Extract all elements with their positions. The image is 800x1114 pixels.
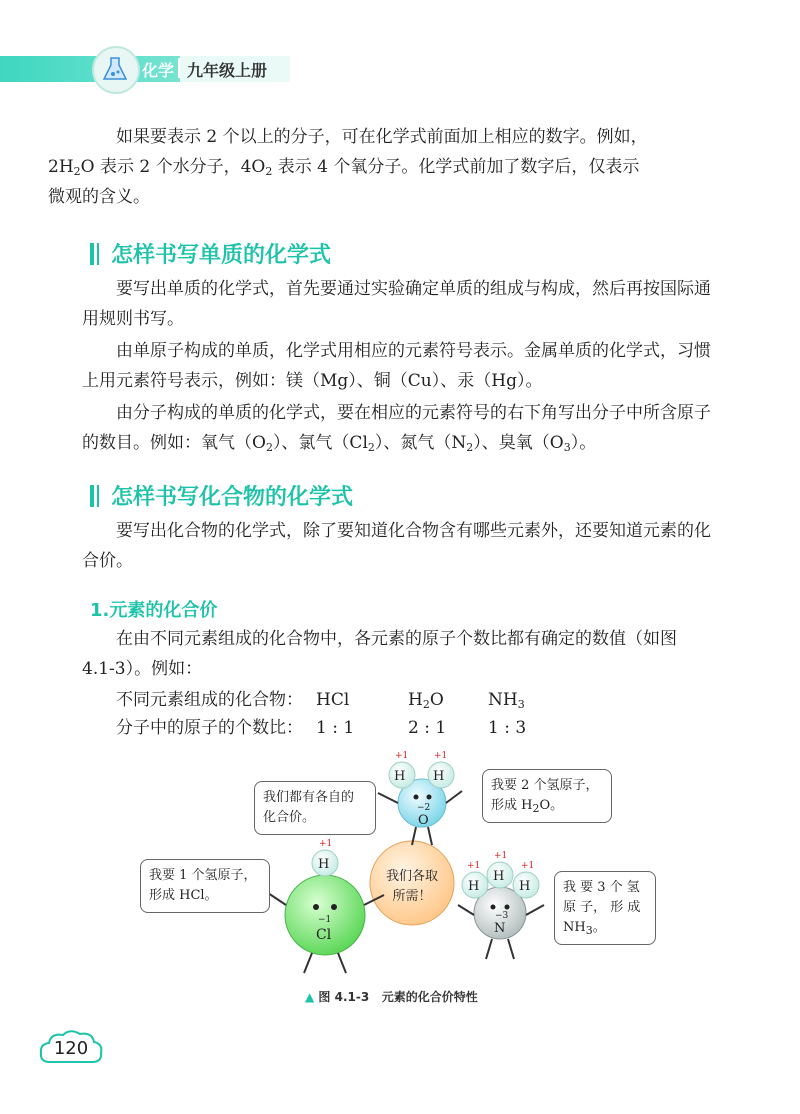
header-subject: 化学 (142, 61, 175, 80)
intro-paragraph (48, 122, 712, 212)
o-h1-valence: +1 (395, 751, 409, 761)
section1-paragraph-1: 要写出单质的化学式，首先要通过实验确定单质的组成与构成，然后再按国际通用规则书写。 (82, 279, 711, 329)
subsection-title: 1.元素的化合价 (90, 600, 218, 621)
cl-symbol: Cl (316, 927, 332, 943)
cl-h-valence: +1 (319, 839, 333, 849)
intro-line-3: 微观的含义。 (48, 187, 150, 207)
section-title-elements: 怎样书写单质的化学式 (90, 238, 331, 269)
n-symbol: N (494, 921, 506, 936)
caption-arrow-icon: ▲ (305, 990, 315, 1004)
n-h2-symbol: H (493, 869, 505, 884)
center-ball-label: 我们各取 所需！ (385, 869, 438, 904)
flask-logo-icon (92, 46, 140, 94)
bubble-h2o: 我要 2 个氢原子， 形成 $H_2O$。 (482, 769, 612, 823)
n-valence: −3 (495, 911, 509, 921)
n-h3-symbol: H (519, 879, 531, 894)
bubble-common-valence: 我们都有各自的 化合价。 (254, 781, 376, 835)
bubble-hcl: 我要 1 个氢原子， 形成 HCl。 (140, 859, 270, 913)
intro-line-1: 如果要表示 2 个以上的分子，可在化学式前面加上相应的数字。例如， (116, 127, 648, 147)
page-number (36, 1028, 106, 1068)
section1-paragraph-2: 由单原子构成的单质，化学式用相应的元素符号表示。金属单质的化学式，习惯上用元素符号表示，例如：镁（Mg）、铜（Cu）、汞（Hg）。 (82, 341, 711, 391)
n-h2-valence: +1 (494, 851, 508, 861)
cl-valence: −1 (318, 915, 332, 925)
header-grade: 九年级上册 (187, 61, 268, 80)
intro-line-2: $2H_2O$ 表示 2 个水分子，$4O_2$ 表示 4 个氧分子。化学式前加了数字后，仅表示 (48, 157, 640, 178)
subsection-paragraph: 在由不同元素组成的化合物中，各元素的原子个数比都有确定的数值（如图 4.1-3）。例如： (82, 629, 677, 679)
compound-nh3: $NH_3$ (488, 690, 525, 711)
n-h1-valence: +1 (467, 861, 481, 871)
o-symbol: O (418, 813, 429, 828)
ratio-row-label: 分子中的原子的个数比： (116, 718, 303, 738)
section-title-compounds: 怎样书写化合物的化学式 (90, 480, 353, 511)
compound-row-label: 不同元素组成的化合物： (116, 690, 303, 710)
o-valence: −2 (417, 803, 431, 813)
compound-h2o: $H_2O$ (408, 690, 444, 711)
header-separator (178, 58, 180, 78)
ratio-h2o: 2 : 1 (408, 718, 447, 738)
section2-paragraph-1: 要写出化合物的化学式，除了要知道化合物含有哪些元素外，还要知道元素的化合价。 (82, 521, 711, 571)
cl-h-symbol: H (318, 857, 330, 872)
page-number-text: 120 (53, 1038, 89, 1059)
o-h1-symbol: H (394, 769, 406, 784)
caption-number: 图 4.1-3 (318, 990, 370, 1004)
bubble-nh3: 我 要 3 个 氢 原 子， 形 成 $NH_3$。 (554, 871, 656, 945)
n-h3-valence: +1 (521, 861, 535, 871)
o-h2-symbol: H (433, 769, 445, 784)
ratio-hcl: 1 : 1 (316, 718, 355, 738)
valence-figure (140, 745, 660, 995)
o-h2-valence: +1 (434, 751, 448, 761)
caption-text: 元素的化合价特性 (381, 990, 478, 1004)
compound-hcl: HCl (316, 690, 350, 710)
ratio-nh3: 1 : 3 (488, 718, 527, 738)
figure-caption (305, 988, 478, 1005)
n-h1-symbol: H (468, 879, 480, 894)
section1-paragraph-3: 由分子构成的单质的化学式，要在相应的元素符号的右下角写出分子中所含原子的数目。例如：氧气$(O_2)$、氯气$(Cl_2)$、氮气$(N_2)$、臭氧$(O_3)$。 (82, 403, 711, 454)
